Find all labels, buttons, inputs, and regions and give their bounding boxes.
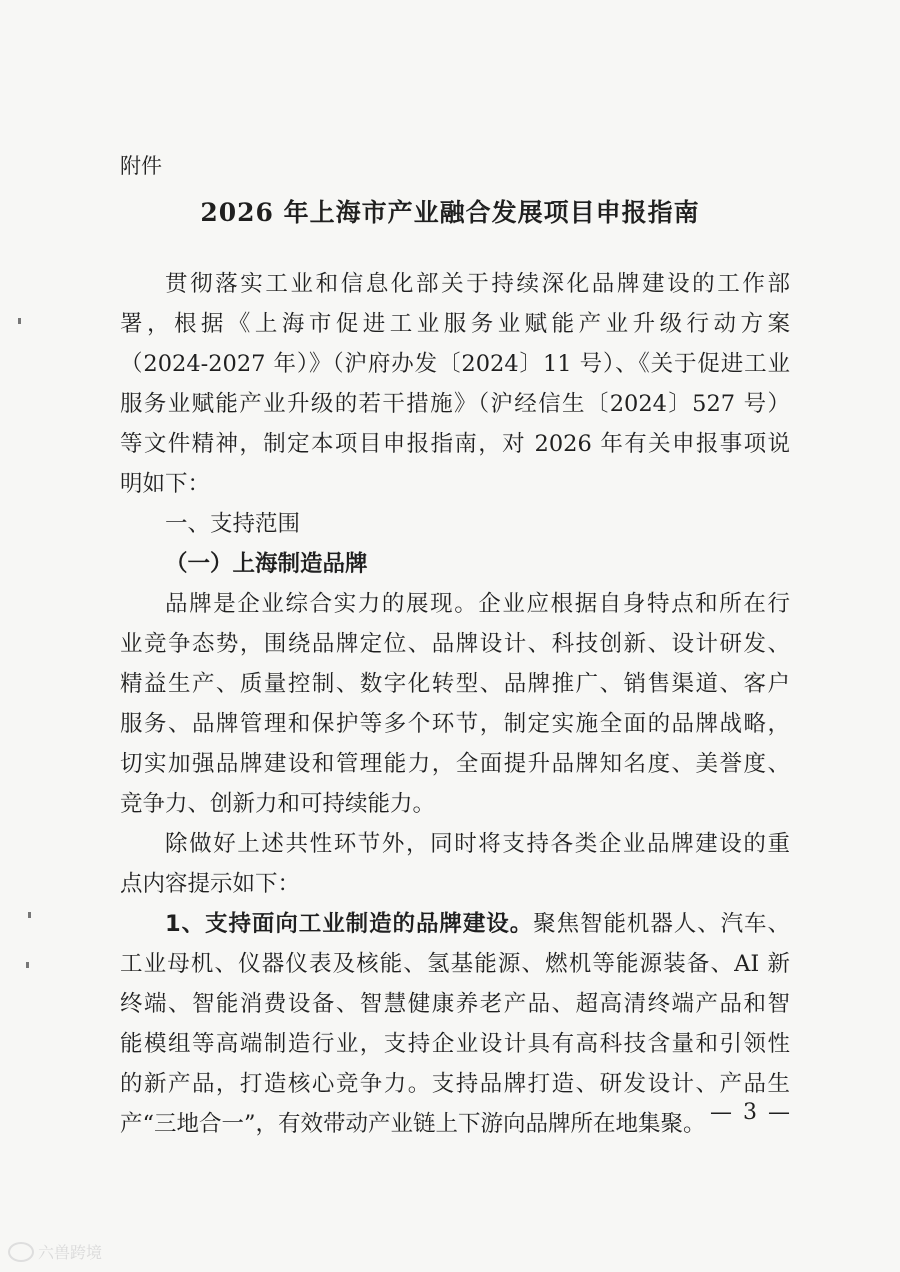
item1-line: 的新产品，打造核心竞争力。支持品牌打造、研发设计、产品生 [120, 1071, 790, 1097]
item1-first-line [165, 906, 790, 938]
item1-line: 产“三地合一”，有效带动产业链上下游向品牌所在地集聚。 [120, 1111, 706, 1137]
page-number: — 3 — [710, 1100, 792, 1125]
scan-speck [26, 962, 29, 968]
brand-line: 切实加强品牌建设和管理能力，全面提升品牌知名度、美誉度、 [120, 751, 790, 777]
intro-line: 服务业赋能产业升级的若干措施》（沪经信生〔2024〕527 号） [120, 391, 790, 417]
subsection-heading: （一）上海制造品牌 [165, 551, 368, 577]
watermark [8, 1240, 102, 1263]
attachment-label: 附件 [120, 154, 162, 178]
common-line: 除做好上述共性环节外，同时将支持各类企业品牌建设的重 [165, 831, 790, 857]
item1-line: 工业母机、仪器仪表及核能、氢基能源、燃机等能源装备、AI 新 [120, 951, 790, 977]
intro-line: 贯彻落实工业和信息化部关于持续深化品牌建设的工作部 [165, 271, 790, 297]
item1-first-rest: 聚焦智能机器人、汽车、 [533, 911, 790, 937]
item1-heading: 1、支持面向工业制造的品牌建设。 [165, 911, 534, 937]
common-line: 点内容提示如下： [120, 871, 301, 897]
brand-line: 精益生产、质量控制、数字化转型、品牌推广、销售渠道、客户 [120, 671, 790, 697]
brand-line: 竞争力、创新力和可持续能力。 [120, 791, 436, 817]
scan-speck [18, 318, 21, 324]
item1-line: 能模组等高端制造行业，支持企业设计具有高科技含量和引领性 [120, 1031, 790, 1057]
watermark-logo-icon [8, 1242, 34, 1262]
item1-line: 终端、智能消费设备、智慧健康养老产品、超高清终端产品和智 [120, 991, 790, 1017]
brand-line: 品牌是企业综合实力的展现。企业应根据自身特点和所在行 [165, 591, 790, 617]
page-title: 2026 年上海市产业融合发展项目申报指南 [200, 198, 700, 227]
watermark-text: 六兽跨境 [38, 1243, 103, 1262]
intro-line: 等文件精神，制定本项目申报指南，对 2026 年有关申报事项说 [120, 431, 790, 457]
section-heading: 一、支持范围 [165, 511, 301, 537]
scan-speck [28, 912, 31, 918]
brand-line: 服务、品牌管理和保护等多个环节，制定实施全面的品牌战略， [120, 711, 790, 737]
intro-line: 明如下： [120, 471, 211, 497]
intro-line: 署，根据《上海市促进工业服务业赋能产业升级行动方案 [120, 311, 790, 337]
intro-line: （2024-2027 年）》（沪府办发〔2024〕11 号）、《关于促进工业 [120, 351, 790, 377]
brand-line: 业竞争态势，围绕品牌定位、品牌设计、科技创新、设计研发、 [120, 631, 790, 657]
